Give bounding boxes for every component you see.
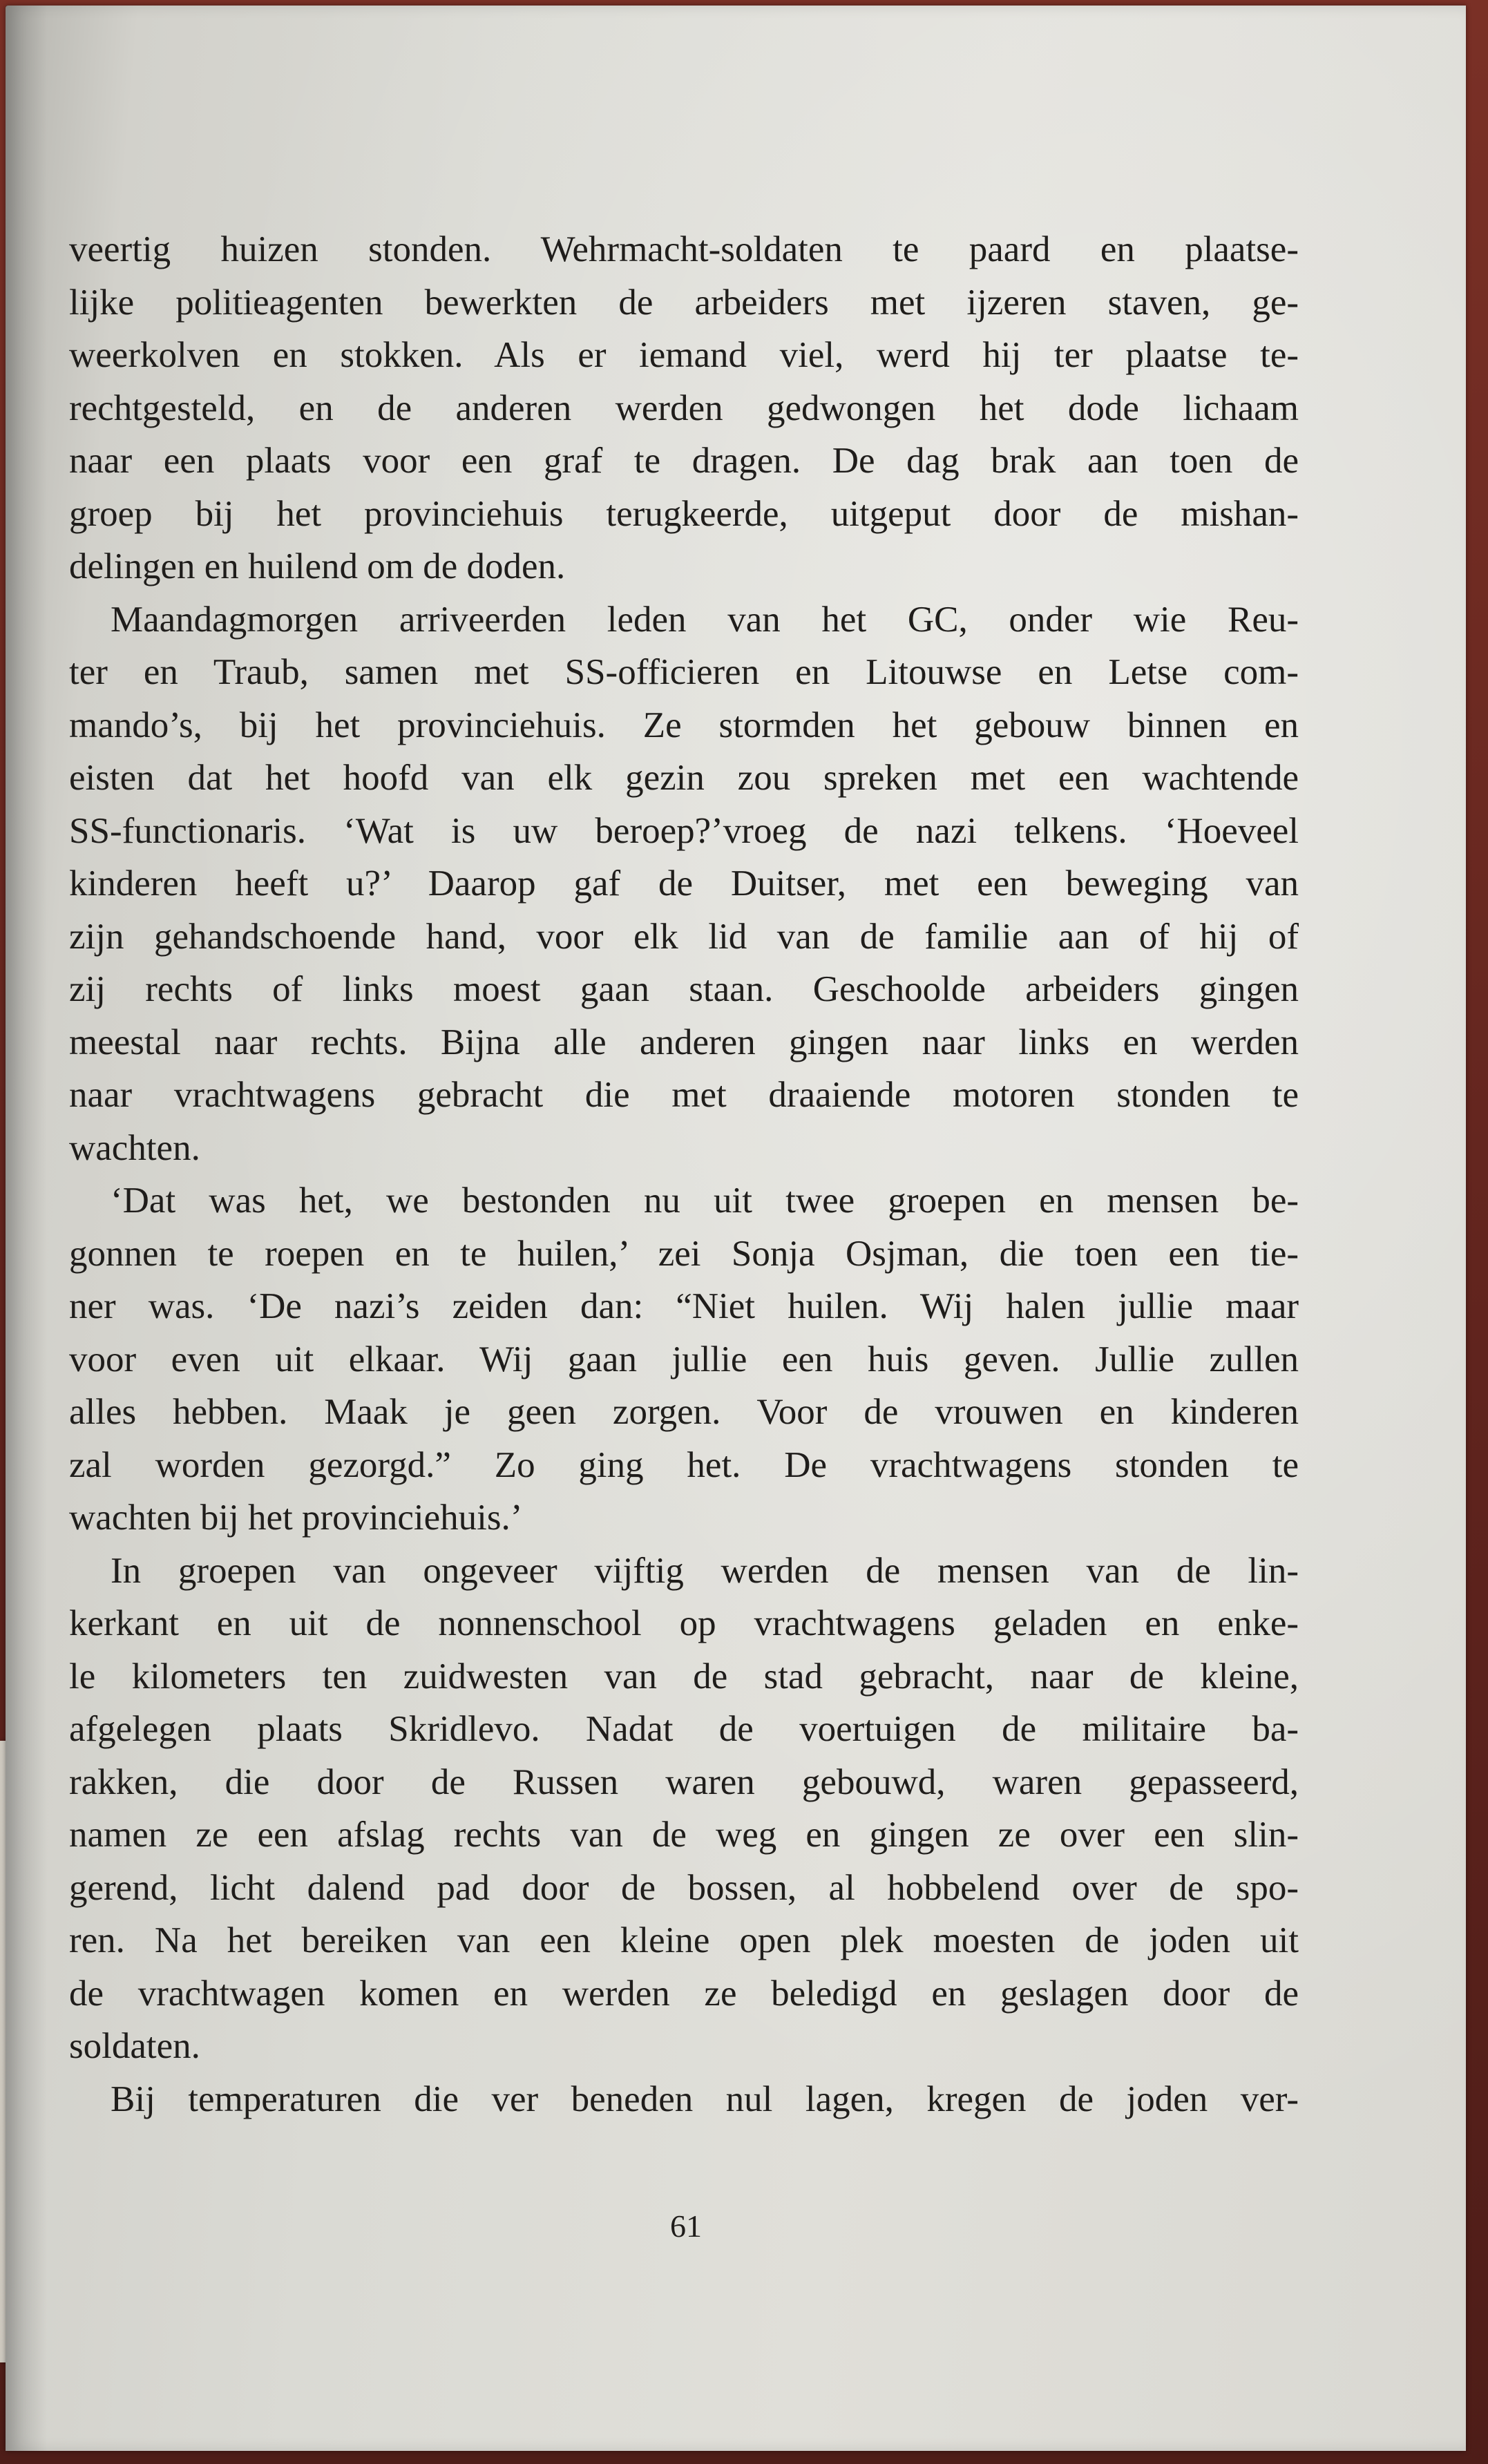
text-line: rakken, die door de Russen waren gebouwd, waren gepasseerd, [69,1761,1299,1802]
text-line: de vrachtwagen komen en werden ze beledigd en geslagen door de [69,1973,1299,2014]
text-line: zij rechts of links moest gaan staan. Geschoolde arbeiders gingen [69,969,1299,1009]
text-line: ner was. ‘De nazi’s zeiden dan: “Niet huilen. Wij halen jullie maar [69,1286,1299,1326]
text-line: kinderen heeft u?’ Daarop gaf de Duitser, met een beweging van [69,863,1299,904]
text-line: Maandagmorgen arriveerden leden van het GC, onder wie Reu- [111,599,1299,640]
text-line: veertig huizen stonden. Wehrmacht-soldaten te paard en plaatse- [69,229,1299,269]
page-number: 61 [670,2208,702,2244]
text-line: wachten bij het provinciehuis.’ [69,1498,523,1538]
text-line: kerkant en uit de nonnenschool op vrachtwagens geladen en enke- [69,1603,1299,1643]
text-line: soldaten. [69,2026,200,2066]
text-line: delingen en huilend om de doden. [69,546,566,586]
text-line: alles hebben. Maak je geen zorgen. Voor de vrouwen en kinderen [69,1392,1299,1432]
text-line: le kilometers ten zuidwesten van de stad gebracht, naar de kleine, [69,1656,1299,1697]
text-line: wachten. [69,1127,200,1168]
text-line: lijke politieagenten bewerkten de arbeiders met ijzeren staven, ge- [69,282,1299,323]
text-line: zijn gehandschoende hand, voor elk lid van de familie aan of hij of [69,916,1299,957]
text-line: naar een plaats voor een graf te dragen. De dag brak aan toen de [69,441,1299,481]
text-line: eisten dat het hoofd van elk gezin zou spreken met een wachtende [69,758,1299,798]
text-line: ‘Dat was het, we bestonden nu uit twee groepen en mensen be- [111,1181,1299,1221]
text-line: meestal naar rechts. Bijna alle anderen gingen naar links en werden [69,1022,1299,1062]
text-line: rechtgesteld, en de anderen werden gedwongen het dode lichaam [69,388,1299,428]
text-line: mando’s, bij het provinciehuis. Ze stormden het gebouw binnen en [69,705,1299,745]
body-text [69,223,1299,2126]
text-line: weerkolven en stokken. Als er iemand viel, werd hij ter plaatse te- [69,335,1299,375]
text-line: voor even uit elkaar. Wij gaan jullie een huis geven. Jullie zullen [69,1339,1299,1379]
text-line: afgelegen plaats Skridlevo. Nadat de voertuigen de militaire ba- [69,1709,1299,1749]
text-line: zal worden gezorgd.” Zo ging het. De vrachtwagens stonden te [69,1444,1299,1485]
text-line: gerend, licht dalend pad door de bossen, al hobbelend over de spo- [69,1867,1299,1908]
text-line: namen ze een afslag rechts van de weg en gingen ze over een slin- [69,1815,1299,1855]
text-line: SS-functionaris. ‘Wat is uw beroep?’vroeg de nazi telkens. ‘Hoeveel [69,810,1299,851]
text-line: gonnen te roepen en te huilen,’ zei Sonja Osjman, die toen een tie- [69,1233,1299,1274]
text-line: groep bij het provinciehuis terugkeerde, uitgeput door de mishan- [69,493,1299,534]
text-line: ter en Traub, samen met SS-officieren en Litouwse en Letse com- [69,652,1299,692]
text-line: naar vrachtwagens gebracht die met draaiende motoren stonden te [69,1075,1299,1115]
book-page [6,6,1466,2451]
text-line: Bij temperaturen die ver beneden nul lagen, kregen de joden ver- [111,2079,1299,2119]
text-line: ren. Na het bereiken van een kleine open plek moesten de joden uit [69,1920,1299,1960]
text-line: In groepen van ongeveer vijftig werden de mensen van de lin- [111,1550,1299,1591]
